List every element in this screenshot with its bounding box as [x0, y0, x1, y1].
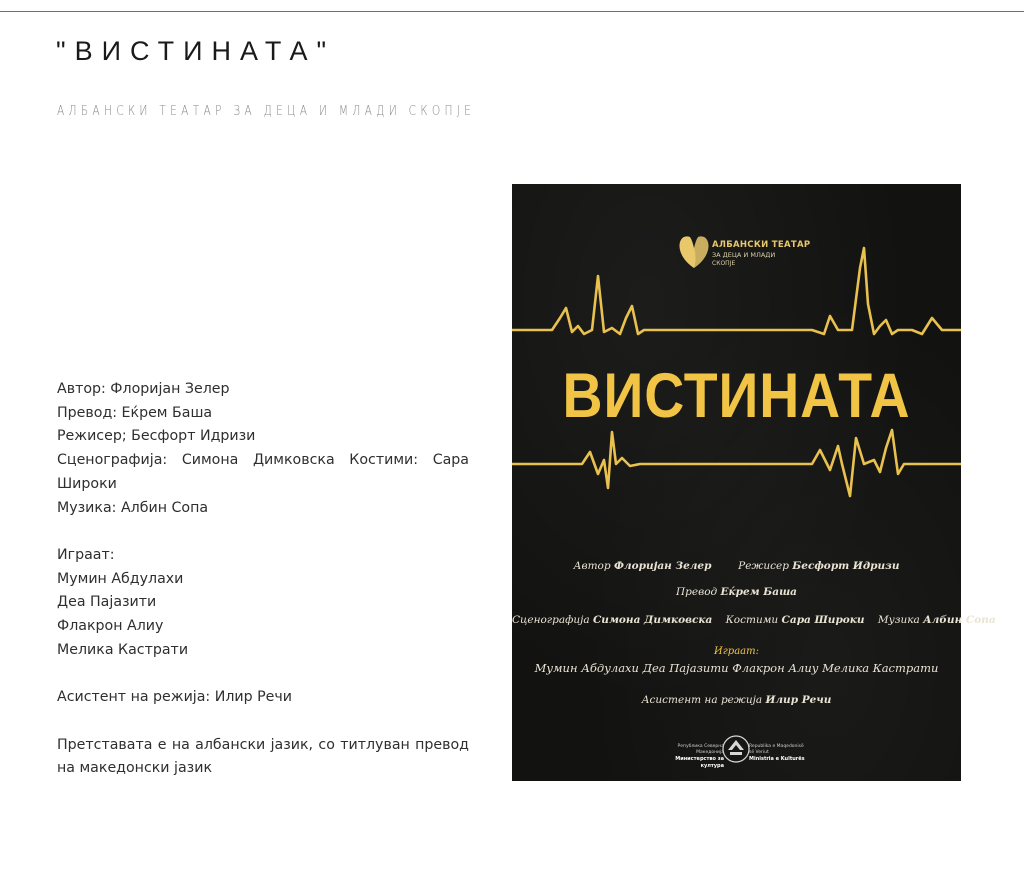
page-subtitle: АЛБАНСКИ ТЕАТАР ЗА ДЕЦА И МЛАДИ СКОПЈЕ: [57, 104, 476, 119]
ministry-emblem-icon: [723, 736, 749, 762]
theatre-logo-icon: [679, 236, 708, 268]
cast-member: Флакрон Алиу: [57, 618, 164, 635]
page-title: "ВИСТИНАТА": [56, 36, 336, 66]
poster-title: ВИСТИНАТА: [562, 361, 911, 431]
poster-cast-heading: Играат:: [714, 646, 759, 657]
info-director: Режисер; Бесфорт Идризи: [57, 428, 256, 445]
heartbeat-line-bottom: [512, 430, 961, 496]
info-music: Музика: Албин Сопа: [57, 499, 209, 516]
poster-cast: Мумин Абдулахи Деа Пајазити Флакрон Алиу Мелика Кастрати: [534, 661, 939, 675]
top-divider: [0, 11, 1024, 12]
poster-credits-row-1: Автор Флоријан Зелер Режисер Бесфорт Идризи: [573, 560, 900, 572]
info-language-note: Претставата е на албански јазик, со титлуван превод на македонски јазик: [57, 736, 469, 777]
cast-member: Деа Пајазити: [57, 594, 157, 611]
show-poster: [512, 184, 996, 781]
show-info: [57, 378, 469, 781]
poster-footer-left: Република Северна Македонија Министерство за култура: [675, 744, 724, 769]
poster-logo-city: СКОПЈЕ: [712, 260, 736, 267]
poster-credits-row-2: Превод Еќрем Баша: [676, 586, 797, 598]
info-author: Автор: Флоријан Зелер: [57, 381, 230, 397]
poster-logo-name: АЛБАНСКИ ТЕАТАР: [712, 240, 811, 250]
poster-logo: [712, 240, 810, 268]
poster-footer-right: Republika e Maqedonisë së Veriut Ministria e Kulturës: [749, 744, 805, 762]
poster-assistant: Асистент на режија Илир Речи: [641, 694, 832, 706]
cast-member: Мелика Кастрати: [57, 641, 189, 658]
cast-member: Мумин Абдулахи: [57, 570, 184, 587]
info-design: Сценографија: Симона Димковска Костими: Сара Широки: [57, 452, 469, 492]
info-translation: Превод: Еќрем Баша: [57, 404, 213, 421]
poster-credits-row-3: Сценографија Симона Димковска Костими Сара Широки Музика Албин Сопа: [512, 614, 996, 626]
info-assistant: Асистент на режија: Илир Речи: [57, 689, 293, 706]
poster-logo-sub: ЗА ДЕЦА И МЛАДИ: [712, 251, 776, 259]
info-cast-heading: Играат:: [57, 546, 115, 563]
poster-artwork: [512, 184, 996, 781]
